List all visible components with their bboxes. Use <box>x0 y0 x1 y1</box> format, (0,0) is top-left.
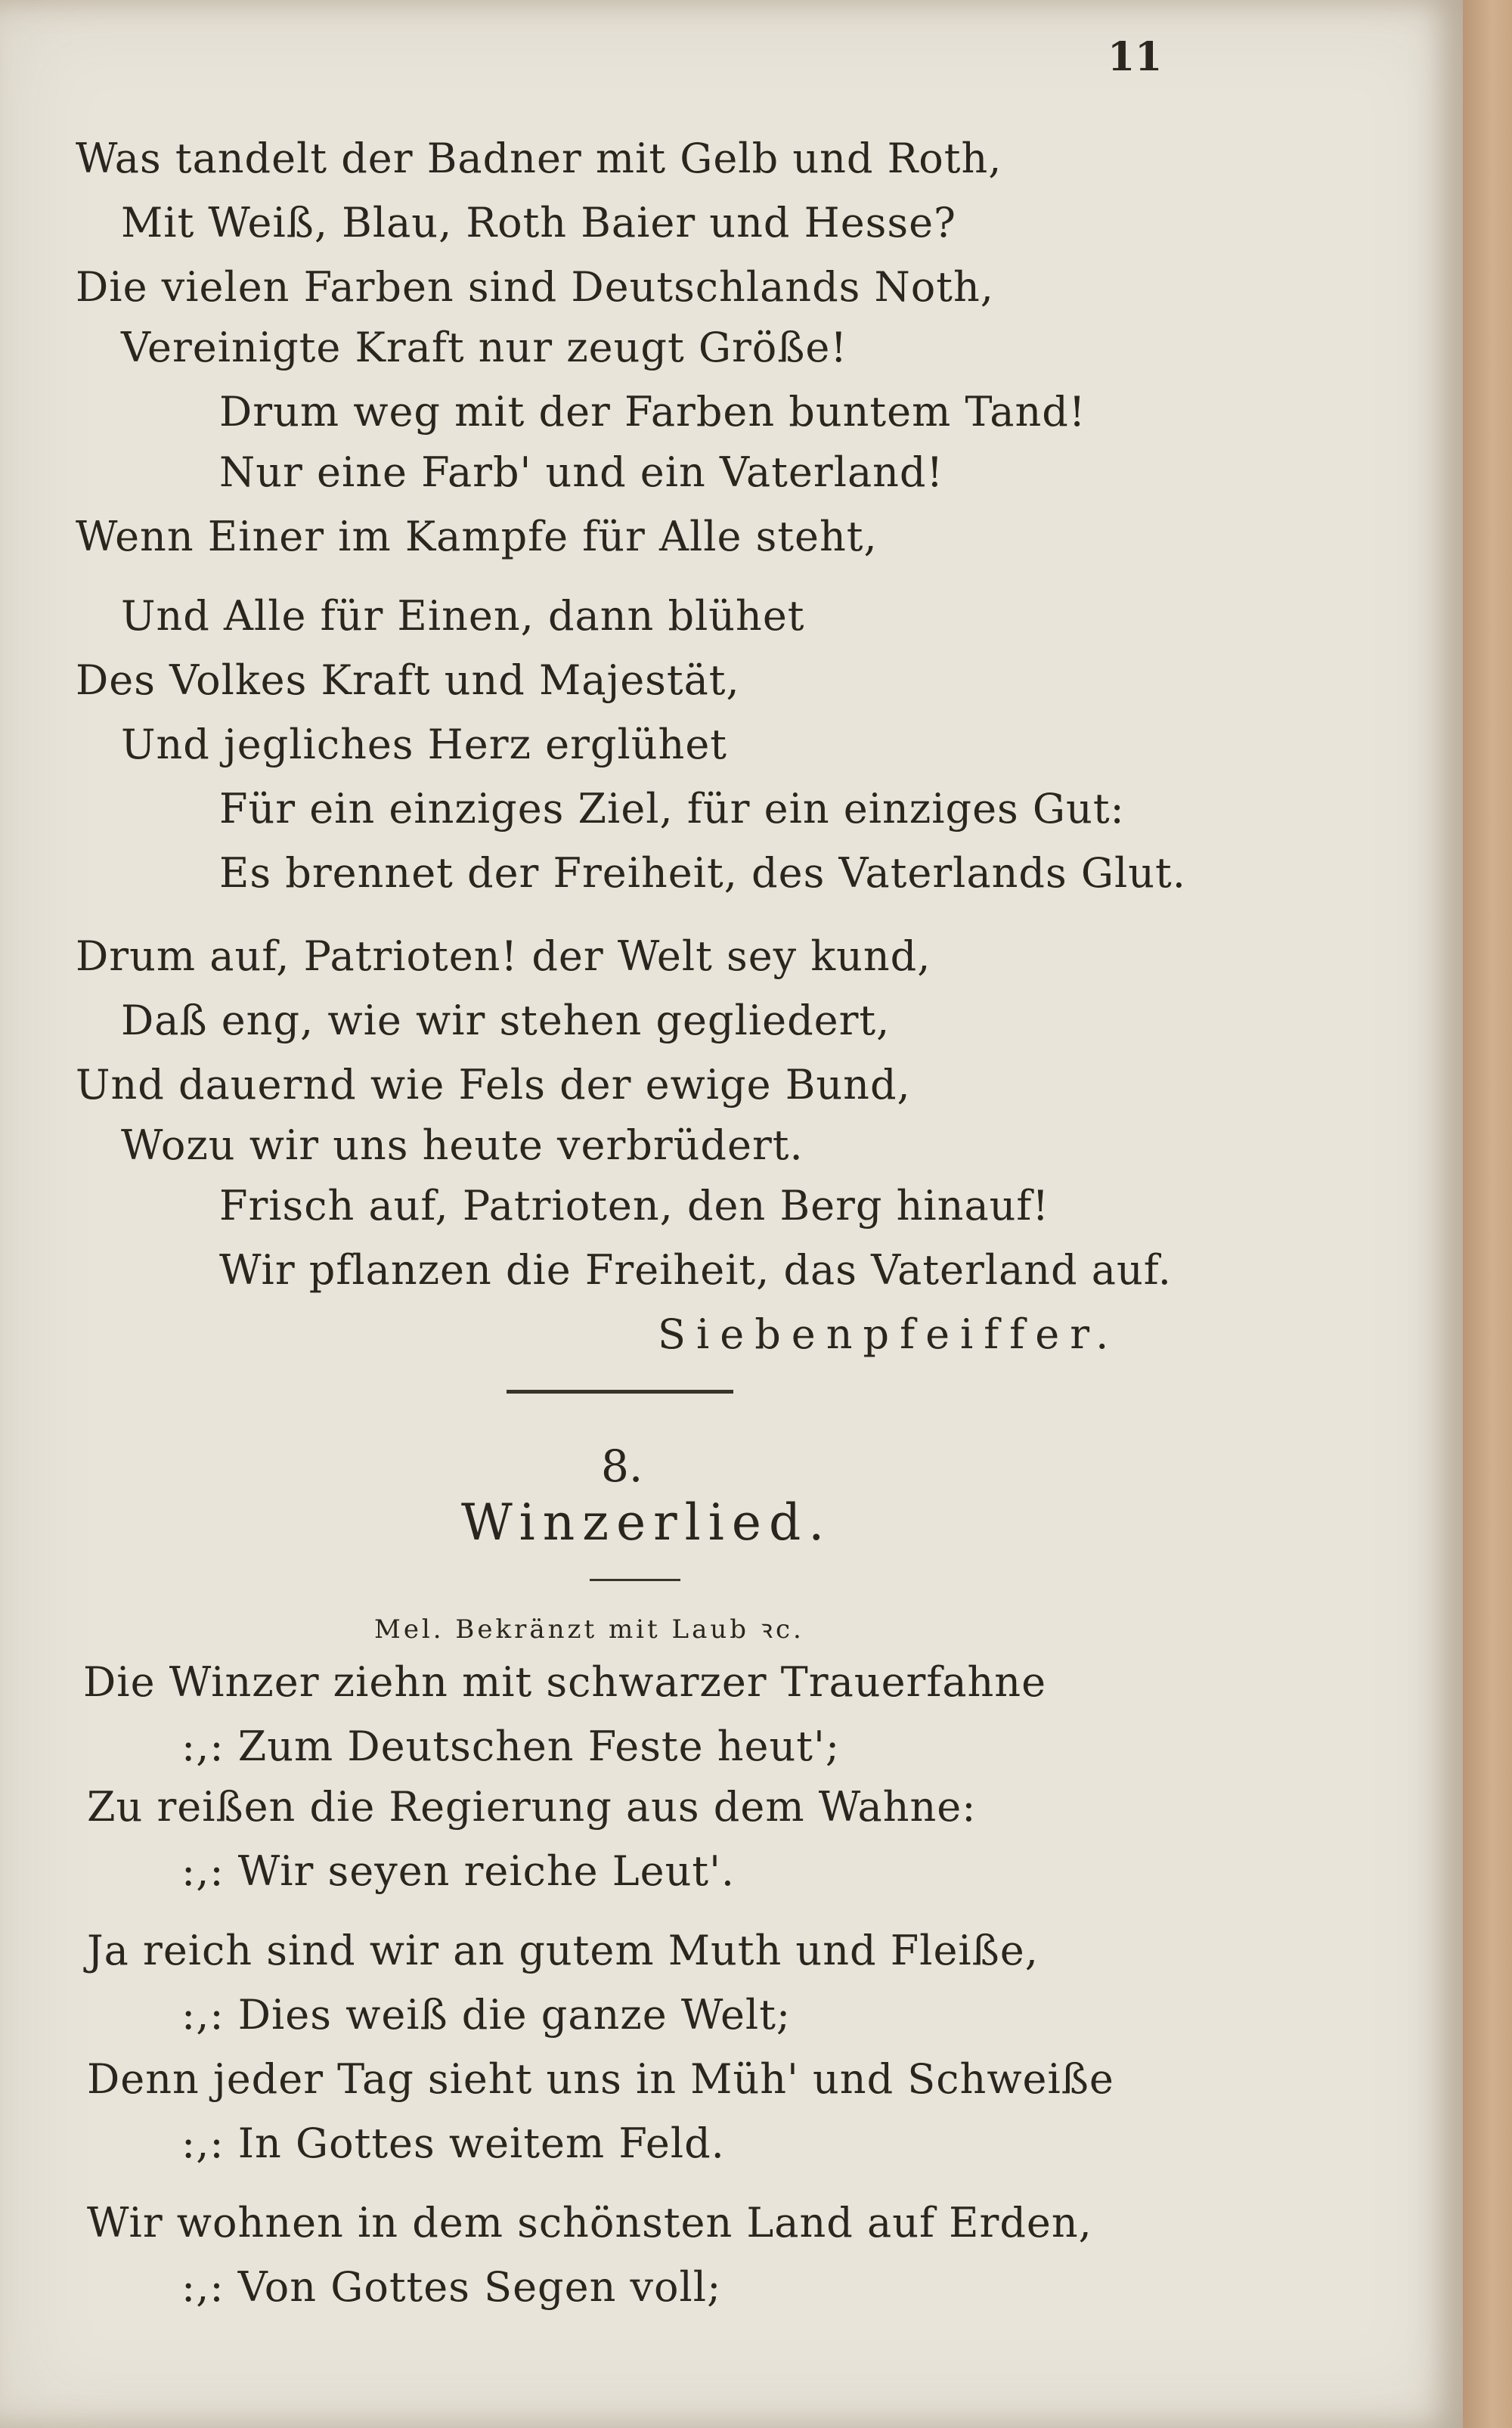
poem1-line: Nur eine Farb' und ein Vaterland! <box>219 448 944 496</box>
poem2-line: Die Winzer ziehn mit schwarzer Trauerfahne <box>83 1658 1047 1706</box>
poem1-author: Siebenpfeiffer. <box>658 1310 1120 1358</box>
poem2-line: :,: Dies weiß die ganze Welt; <box>181 1991 792 2039</box>
poem2-melody: Mel. Bekränzt mit Laub ꝛc. <box>374 1614 804 1645</box>
poem1-line: Vereinigte Kraft nur zeugt Größe! <box>121 324 848 371</box>
poem1-line: Die vielen Farben sind Deutschlands Noth, <box>76 263 994 311</box>
poem1-line: Für ein einziges Ziel, für ein einziges Gut: <box>219 785 1125 833</box>
poem2-line: :,: In Gottes weitem Feld. <box>181 2119 725 2167</box>
poem2-line: Zu reißen die Regierung aus dem Wahne: <box>87 1783 977 1831</box>
page-number: 11 <box>1108 34 1163 80</box>
poem2-title: Winzerlied. <box>461 1493 832 1552</box>
poem1-line: Drum weg mit der Farben buntem Tand! <box>219 388 1086 436</box>
title-divider <box>590 1579 680 1581</box>
poem1-line: Frisch auf, Patrioten, den Berg hinauf! <box>219 1182 1050 1230</box>
poem2-line: :,: Zum Deutschen Feste heut'; <box>181 1723 841 1770</box>
poem1-line: Und Alle für Einen, dann blühet <box>121 592 805 640</box>
poem1-line: Und jegliches Herz erglühet <box>121 721 727 768</box>
poem2-line: Ja reich sind wir an gutem Muth und Fleiße, <box>87 1927 1039 1974</box>
poem1-line: Wozu wir uns heute verbrüdert. <box>121 1121 804 1169</box>
poem2-number: 8. <box>601 1440 643 1492</box>
poem1-line: Es brennet der Freiheit, des Vaterlands Glut. <box>219 849 1186 897</box>
section-divider <box>507 1390 733 1394</box>
poem2-line: :,: Wir seyen reiche Leut'. <box>181 1847 736 1895</box>
poem1-line: Und dauernd wie Fels der ewige Bund, <box>76 1061 911 1109</box>
poem1-line: Daß eng, wie wir stehen gegliedert, <box>121 997 891 1044</box>
poem2-line: :,: Von Gottes Segen voll; <box>181 2263 722 2311</box>
poem1-line: Wenn Einer im Kampfe für Alle steht, <box>76 513 878 560</box>
poem1-line: Wir pflanzen die Freiheit, das Vaterland auf. <box>219 1246 1172 1294</box>
poem1-line: Des Volkes Kraft und Majestät, <box>76 656 740 704</box>
page-edge <box>1463 0 1512 2428</box>
poem2-line: Denn jeder Tag sieht uns in Müh' und Schweiße <box>87 2055 1114 2103</box>
poem1-line: Was tandelt der Badner mit Gelb und Roth, <box>76 135 1002 182</box>
poem1-line: Drum auf, Patrioten! der Welt sey kund, <box>76 932 931 980</box>
poem1-line: Mit Weiß, Blau, Roth Baier und Hesse? <box>121 199 956 247</box>
poem2-line: Wir wohnen in dem schönsten Land auf Erden, <box>87 2199 1092 2247</box>
